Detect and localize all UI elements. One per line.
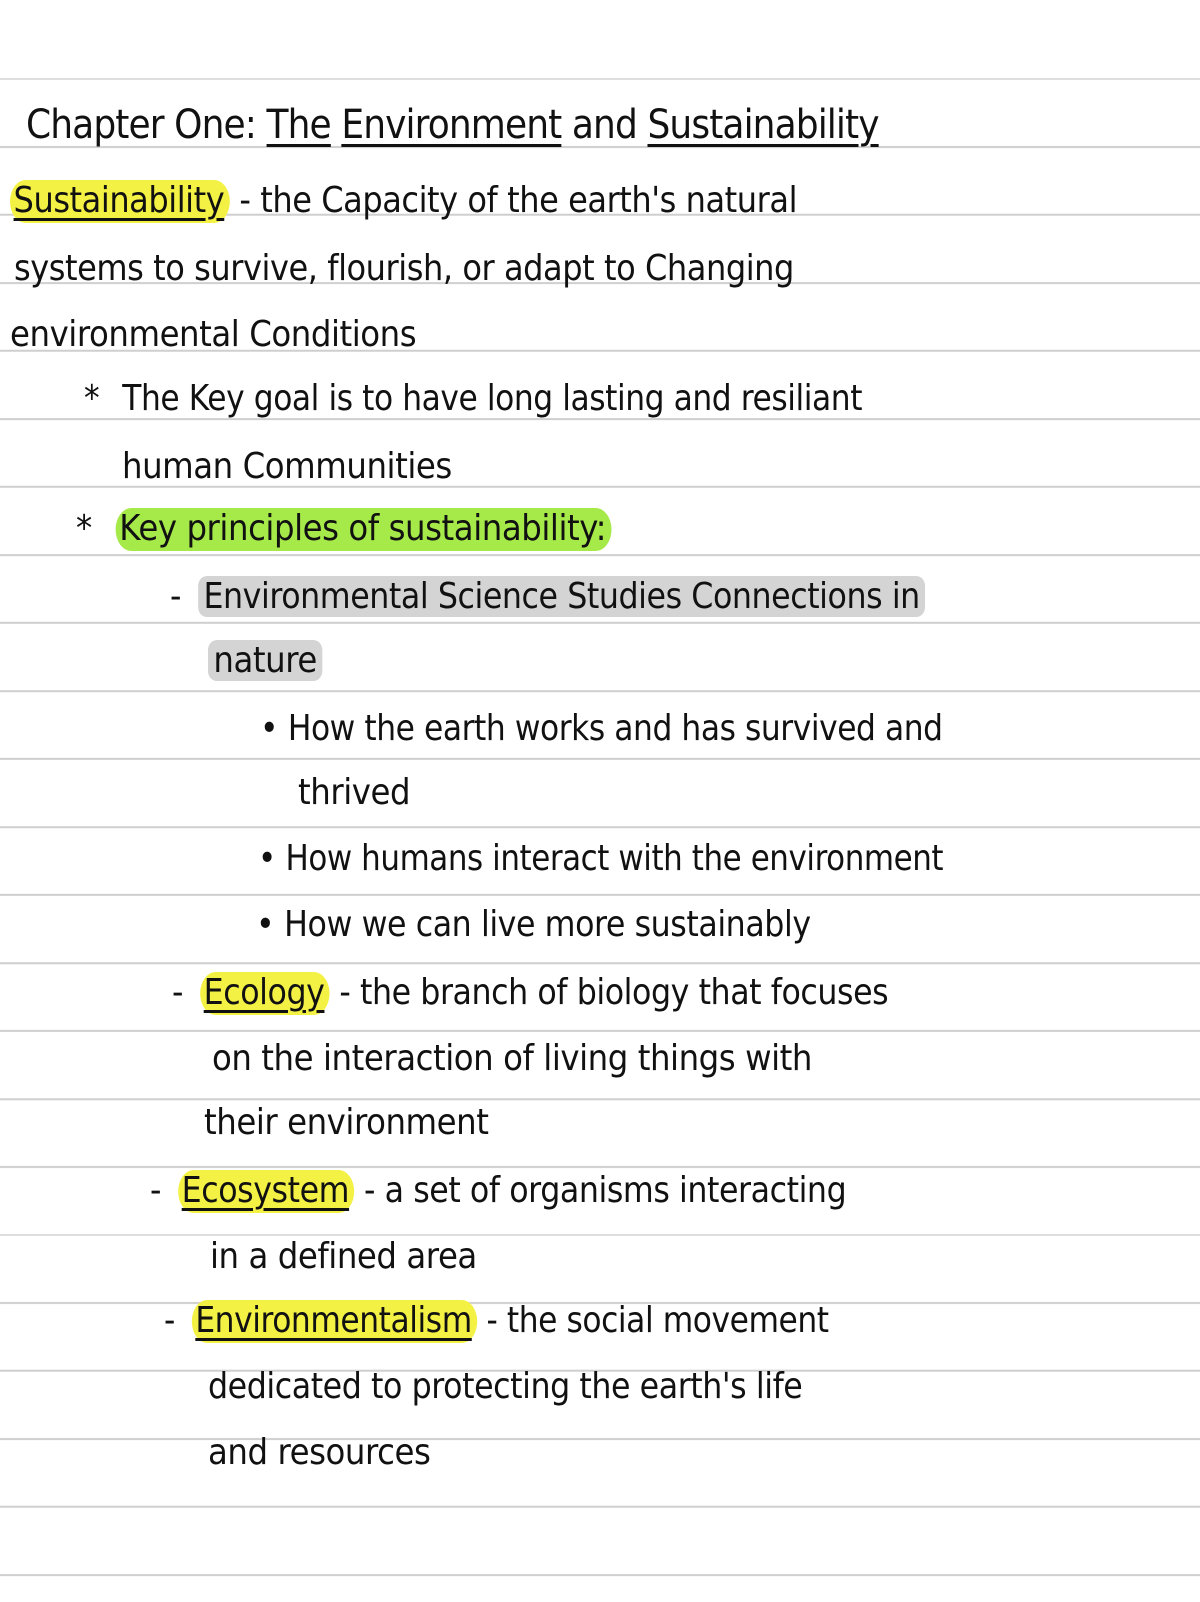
bullet-1-text-2: thrived — [298, 772, 411, 813]
bullet-1-text-1: How the earth works and has survived and — [287, 708, 943, 749]
sustainability-def-text-1: - the Capacity of the earth's natural — [229, 180, 798, 221]
bullet-icon: • — [258, 838, 276, 879]
dash-icon: - — [172, 972, 183, 1013]
principles-heading: Key principles of sustainability: — [116, 508, 612, 551]
key-goal-text-1: The Key goal is to have long lasting and resiliant — [122, 378, 863, 419]
env-science-line-1 — [170, 572, 925, 622]
asterisk-icon: * — [76, 508, 92, 549]
key-goal-text-2: human Communities — [122, 446, 452, 487]
sustainability-def-line-3 — [10, 310, 416, 360]
bullet-icon: • — [260, 708, 279, 749]
env-science-text-2: nature — [208, 640, 322, 681]
title-prefix: Chapter One: — [26, 102, 267, 148]
environmentalism-text-1: - the social movement — [476, 1300, 829, 1341]
term-ecosystem: Ecosystem — [178, 1170, 354, 1213]
title-and: and — [571, 102, 637, 148]
page-title — [26, 100, 879, 150]
env-science-text-1: Environmental Science Studies Connections in — [198, 576, 925, 617]
key-goal-line-2 — [122, 442, 452, 492]
title-the: The — [266, 102, 331, 148]
env-science-line-2 — [208, 636, 322, 686]
bullet-3-line-1 — [256, 900, 811, 950]
ecology-line-1 — [172, 968, 888, 1018]
bullet-1-line-2 — [298, 768, 410, 818]
ecology-line-2 — [212, 1034, 812, 1084]
ecology-text-1: - the branch of biology that focuses — [329, 972, 889, 1013]
dash-icon: - — [170, 576, 181, 617]
dash-icon: - — [164, 1300, 175, 1341]
asterisk-icon: * — [84, 378, 100, 419]
dash-icon: - — [150, 1170, 161, 1211]
bullet-2-text-1: How humans interact with the environment — [285, 838, 944, 879]
ecology-text-2: on the interaction of living things with — [212, 1038, 813, 1079]
principles-line — [76, 504, 612, 554]
title-environment: Environment — [341, 102, 562, 148]
environmentalism-line-2 — [208, 1362, 802, 1412]
ecosystem-text-2: in a defined area — [210, 1236, 477, 1277]
sustainability-def-line-1 — [10, 176, 797, 226]
sustainability-def-line-2 — [14, 244, 794, 294]
term-environmentalism: Environmentalism — [192, 1300, 477, 1343]
sustainability-def-text-3: environmental Conditions — [10, 314, 417, 355]
environmentalism-line-1 — [164, 1296, 829, 1346]
environmentalism-line-3 — [208, 1428, 430, 1478]
ecology-text-3: their environment — [204, 1102, 489, 1143]
sustainability-def-text-2: systems to survive, flourish, or adapt to Changing — [14, 248, 794, 289]
term-ecology: Ecology — [200, 972, 330, 1015]
ecosystem-line-1 — [150, 1166, 846, 1216]
key-goal-line-1 — [84, 374, 862, 424]
ecosystem-line-2 — [210, 1232, 477, 1282]
title-sustainability: Sustainability — [647, 102, 879, 148]
environmentalism-text-3: and resources — [208, 1432, 431, 1473]
bullet-icon: • — [256, 904, 275, 945]
environmentalism-text-2: dedicated to protecting the earth's life — [208, 1366, 803, 1407]
bullet-2-line-1 — [258, 834, 943, 884]
bullet-1-line-1 — [260, 704, 943, 754]
ecology-line-3 — [204, 1098, 488, 1148]
ecosystem-text-1: - a set of organisms interacting — [354, 1170, 847, 1211]
term-sustainability: Sustainability — [10, 180, 230, 223]
bullet-3-text-1: How we can live more sustainably — [284, 904, 811, 945]
